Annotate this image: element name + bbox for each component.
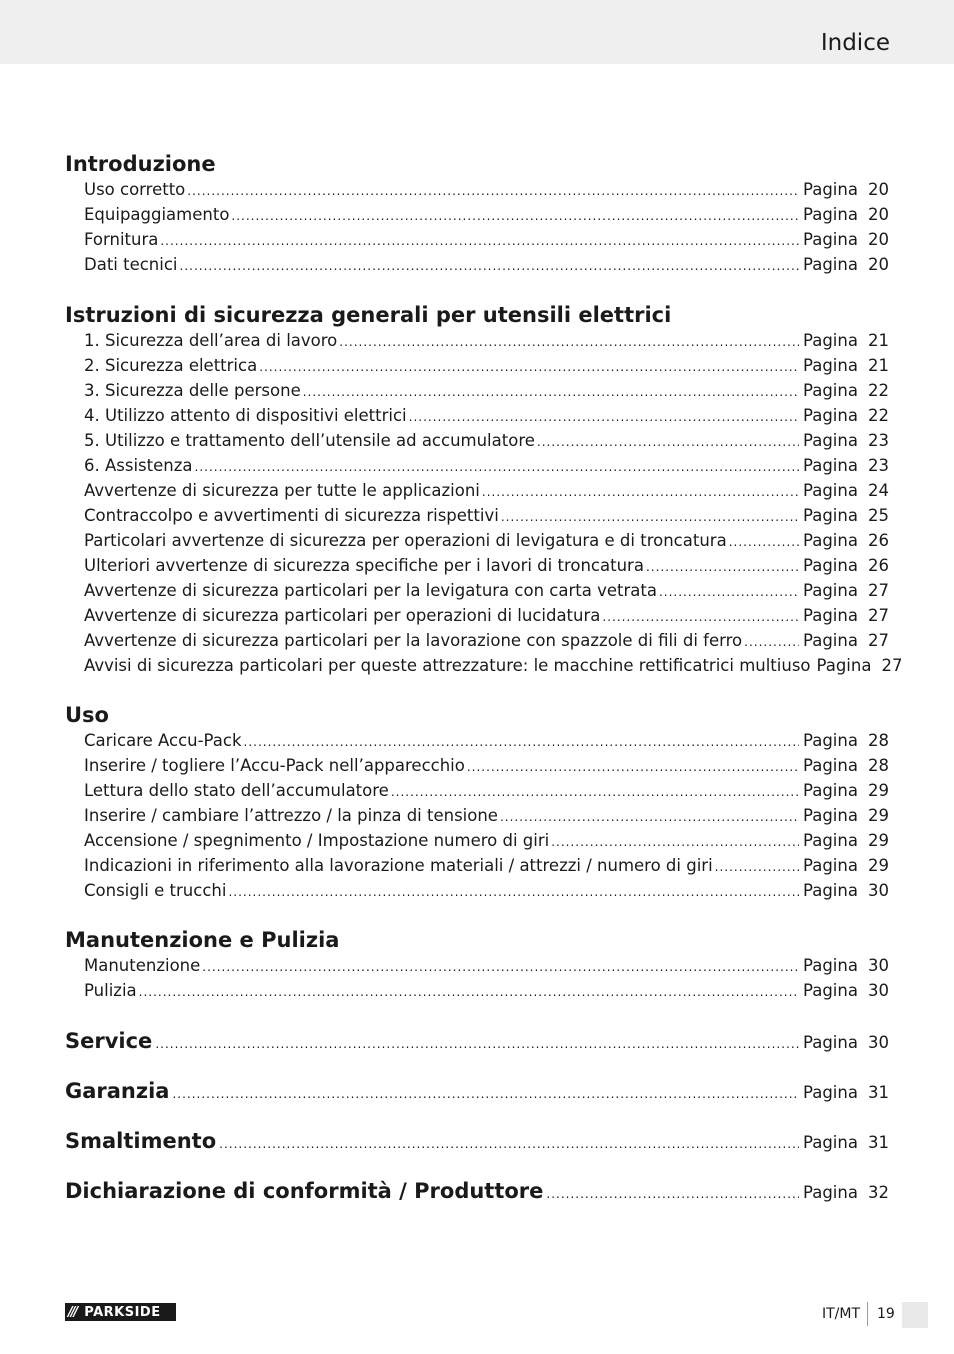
leader-dots [219,1129,799,1159]
leader-dots [160,229,799,254]
entry-page-number: 29 [868,831,889,850]
entry-label: 5. Utilizzo e trattamento dell’utensile ad accumulatore [84,431,535,450]
leader-dots [602,605,799,630]
entry-label: Accensione / spegnimento / Impostazione numero di giri [84,831,550,850]
leader-dots [391,780,799,805]
entry-label: Pulizia [84,981,137,1000]
leader-dots [546,1179,799,1209]
entry-page-number: 27 [868,581,889,600]
entry-page-number: 28 [868,756,889,775]
toc-entry[interactable] [65,378,889,403]
toc-entry[interactable] [65,578,889,603]
entry-page-word: Pagina [803,331,858,350]
toc-section-manutenzione [65,927,889,1003]
entry-page-word: Pagina [803,881,858,900]
logo-brand: PARKSIDE [84,1304,161,1320]
entry-page-word: Pagina [803,956,858,975]
entry-page-number: 24 [868,481,889,500]
entry-label: Dati tecnici [84,255,178,274]
entry-page-word: Pagina [803,180,858,199]
logo-stripes: /// [68,1304,77,1320]
entry-label: Avvertenze di sicurezza per tutte le applicazioni [84,481,480,500]
leader-dots [244,730,800,755]
entry-page-word: Pagina [803,406,858,425]
page-title: Indice [820,30,890,56]
leader-dots [551,830,799,855]
toc-entry[interactable] [65,878,889,903]
toc-entry[interactable] [65,803,889,828]
section-title: Introduzione [65,152,216,176]
entry-page-number: 20 [868,180,889,199]
entry-page-number: 27 [881,656,903,675]
leader-dots [715,855,799,880]
entry-page-word: Pagina [816,656,872,675]
entry-label: Particolari avvertenze di sicurezza per operazioni di levigatura e di troncatura [84,531,727,550]
toc-entry[interactable] [65,853,889,878]
toc-entry[interactable] [65,177,889,202]
language-code: IT/MT [822,1306,861,1322]
toc-entry[interactable] [65,428,889,453]
parkside-logo [65,1303,176,1321]
entry-page-number: 30 [868,881,889,900]
toc-entry[interactable] [65,403,889,428]
entry-page-number: 20 [868,255,889,274]
entry-page-word: Pagina [803,556,858,575]
entry-page-number: 21 [868,356,889,375]
entry-page-word: Pagina [803,381,858,400]
entry-label: Avvertenze di sicurezza particolari per operazioni di lucidatura [84,606,601,625]
entry-label: 4. Utilizzo attento di dispositivi elettrici [84,406,407,425]
toc-heading-dichiarazione[interactable] [65,1176,889,1206]
entry-page-number: 23 [868,431,889,450]
leader-dots [501,505,799,530]
entry-page-word: Pagina [803,230,858,249]
entry-label: Avvertenze di sicurezza particolari per la lavorazione con spazzole di fili di ferro [84,631,743,650]
entry-page-number: 26 [868,556,889,575]
entry-page-number: 28 [868,731,889,750]
entry-page-word: Pagina [803,756,858,775]
entry-page-word: Pagina [803,255,858,274]
section-title: Istruzioni di sicurezza generali per utensili elettrici [65,303,672,327]
leader-dots [744,630,799,655]
toc-entry[interactable] [65,728,889,753]
toc-entry[interactable] [65,753,889,778]
header-bar [0,0,954,64]
toc-entry[interactable] [65,628,889,653]
toc-section-uso [65,702,889,903]
entry-label: 2. Sicurezza elettrica [84,356,258,375]
entry-page-number: 30 [868,981,889,1000]
entry-page-word: Pagina [803,581,858,600]
entry-page-number: 27 [868,606,889,625]
entry-label: Uso corretto [84,180,186,199]
leader-dots [202,955,799,980]
toc-entry[interactable] [65,828,889,853]
leader-dots [139,980,799,1005]
entry-label: Indicazioni in riferimento alla lavorazione materiali / attrezzi / numero di giri [84,856,713,875]
heading-page-number: 32 [868,1183,889,1202]
entry-label: Consigli e trucchi [84,881,227,900]
leader-dots [303,380,799,405]
leader-dots [500,805,799,830]
toc-entry[interactable] [65,478,889,503]
toc-entry[interactable] [65,653,903,678]
leader-dots [482,480,799,505]
entry-label: Lettura dello stato dell’accumulatore [84,781,389,800]
leader-dots [409,405,799,430]
footer-tab-box [902,1302,928,1328]
leader-dots [467,755,799,780]
entry-page-word: Pagina [803,506,858,525]
toc-entry[interactable] [65,778,889,803]
entry-page-number: 21 [868,331,889,350]
toc-entry[interactable] [65,453,889,478]
footer-divider [867,1302,868,1326]
heading-page-word: Pagina [803,1033,858,1052]
leader-dots [180,254,799,279]
leader-dots [259,355,799,380]
entry-label: Ulteriori avvertenze di sicurezza specifiche per i lavori di troncatura [84,556,644,575]
entry-page-word: Pagina [803,831,858,850]
leader-dots [729,530,799,555]
entry-label: Contraccolpo e avvertimenti di sicurezza rispettivi [84,506,499,525]
entry-page-word: Pagina [803,631,858,650]
toc-heading-garanzia[interactable] [65,1076,889,1106]
heading-page-number: 30 [868,1033,889,1052]
heading-label: Service [65,1029,153,1053]
entry-label: Equipaggiamento [84,205,230,224]
entry-page-word: Pagina [803,806,858,825]
entry-page-word: Pagina [803,606,858,625]
leader-dots [646,555,799,580]
leader-dots [659,580,799,605]
entry-page-number: 20 [868,230,889,249]
toc-section-istruzioni-sicurezza [65,302,903,678]
toc-entry[interactable] [65,227,889,252]
heading-page-word: Pagina [803,1083,858,1102]
entry-label: 3. Sicurezza delle persone [84,381,301,400]
toc-entry[interactable] [65,328,889,353]
entry-label: Fornitura [84,230,159,249]
heading-label: Smaltimento [65,1129,217,1153]
leader-dots [228,880,799,905]
section-title: Uso [65,703,109,727]
entry-label: 6. Assistenza [84,456,193,475]
entry-page-number: 22 [868,381,889,400]
toc-heading-smaltimento[interactable] [65,1126,889,1156]
toc-entry[interactable] [65,603,889,628]
entry-page-word: Pagina [803,731,858,750]
entry-page-number: 26 [868,531,889,550]
entry-page-word: Pagina [803,456,858,475]
entry-page-number: 20 [868,205,889,224]
entry-label: Inserire / cambiare l’attrezzo / la pinza di tensione [84,806,498,825]
entry-page-word: Pagina [803,356,858,375]
entry-page-number: 25 [868,506,889,525]
toc-section-introduzione [65,151,889,277]
toc-entry[interactable] [65,978,889,1003]
entry-label: Inserire / togliere l’Accu-Pack nell’apparecchio [84,756,465,775]
entry-label: 1. Sicurezza dell’area di lavoro [84,331,338,350]
entry-page-word: Pagina [803,856,858,875]
leader-dots [195,455,800,480]
entry-page-number: 29 [868,806,889,825]
entry-label: Avvisi di sicurezza particolari per queste attrezzature: le macchine rettificatrici multiuso [84,656,811,675]
toc-entry[interactable] [65,503,889,528]
entry-page-number: 30 [868,956,889,975]
entry-label: Caricare Accu-Pack [84,731,242,750]
toc-heading-service[interactable] [65,1026,889,1056]
toc-entry[interactable] [65,953,889,978]
section-title: Manutenzione e Pulizia [65,928,340,952]
leader-dots [172,1079,799,1109]
entry-page-number: 29 [868,781,889,800]
heading-page-number: 31 [868,1083,889,1102]
toc-entry[interactable] [65,353,889,378]
heading-page-word: Pagina [803,1183,858,1202]
leader-dots [155,1029,799,1059]
heading-label: Dichiarazione di conformità / Produttore [65,1179,544,1203]
heading-label: Garanzia [65,1079,170,1103]
leader-dots [187,179,799,204]
entry-page-number: 29 [868,856,889,875]
entry-label: Avvertenze di sicurezza particolari per la levigatura con carta vetrata [84,581,657,600]
entry-label: Manutenzione [84,956,201,975]
entry-page-word: Pagina [803,781,858,800]
entry-page-number: 22 [868,406,889,425]
entry-page-word: Pagina [803,205,858,224]
entry-page-number: 23 [868,456,889,475]
leader-dots [339,330,799,355]
entry-page-word: Pagina [803,531,858,550]
heading-page-word: Pagina [803,1133,858,1152]
toc-entry[interactable] [65,202,889,227]
page-number: 19 [877,1306,895,1322]
toc-entry[interactable] [65,252,889,277]
toc-entry[interactable] [65,553,889,578]
entry-page-word: Pagina [803,981,858,1000]
entry-page-word: Pagina [803,481,858,500]
leader-dots [231,204,799,229]
entry-page-number: 27 [868,631,889,650]
toc-entry[interactable] [65,528,889,553]
leader-dots [537,430,799,455]
heading-page-number: 31 [868,1133,889,1152]
entry-page-word: Pagina [803,431,858,450]
